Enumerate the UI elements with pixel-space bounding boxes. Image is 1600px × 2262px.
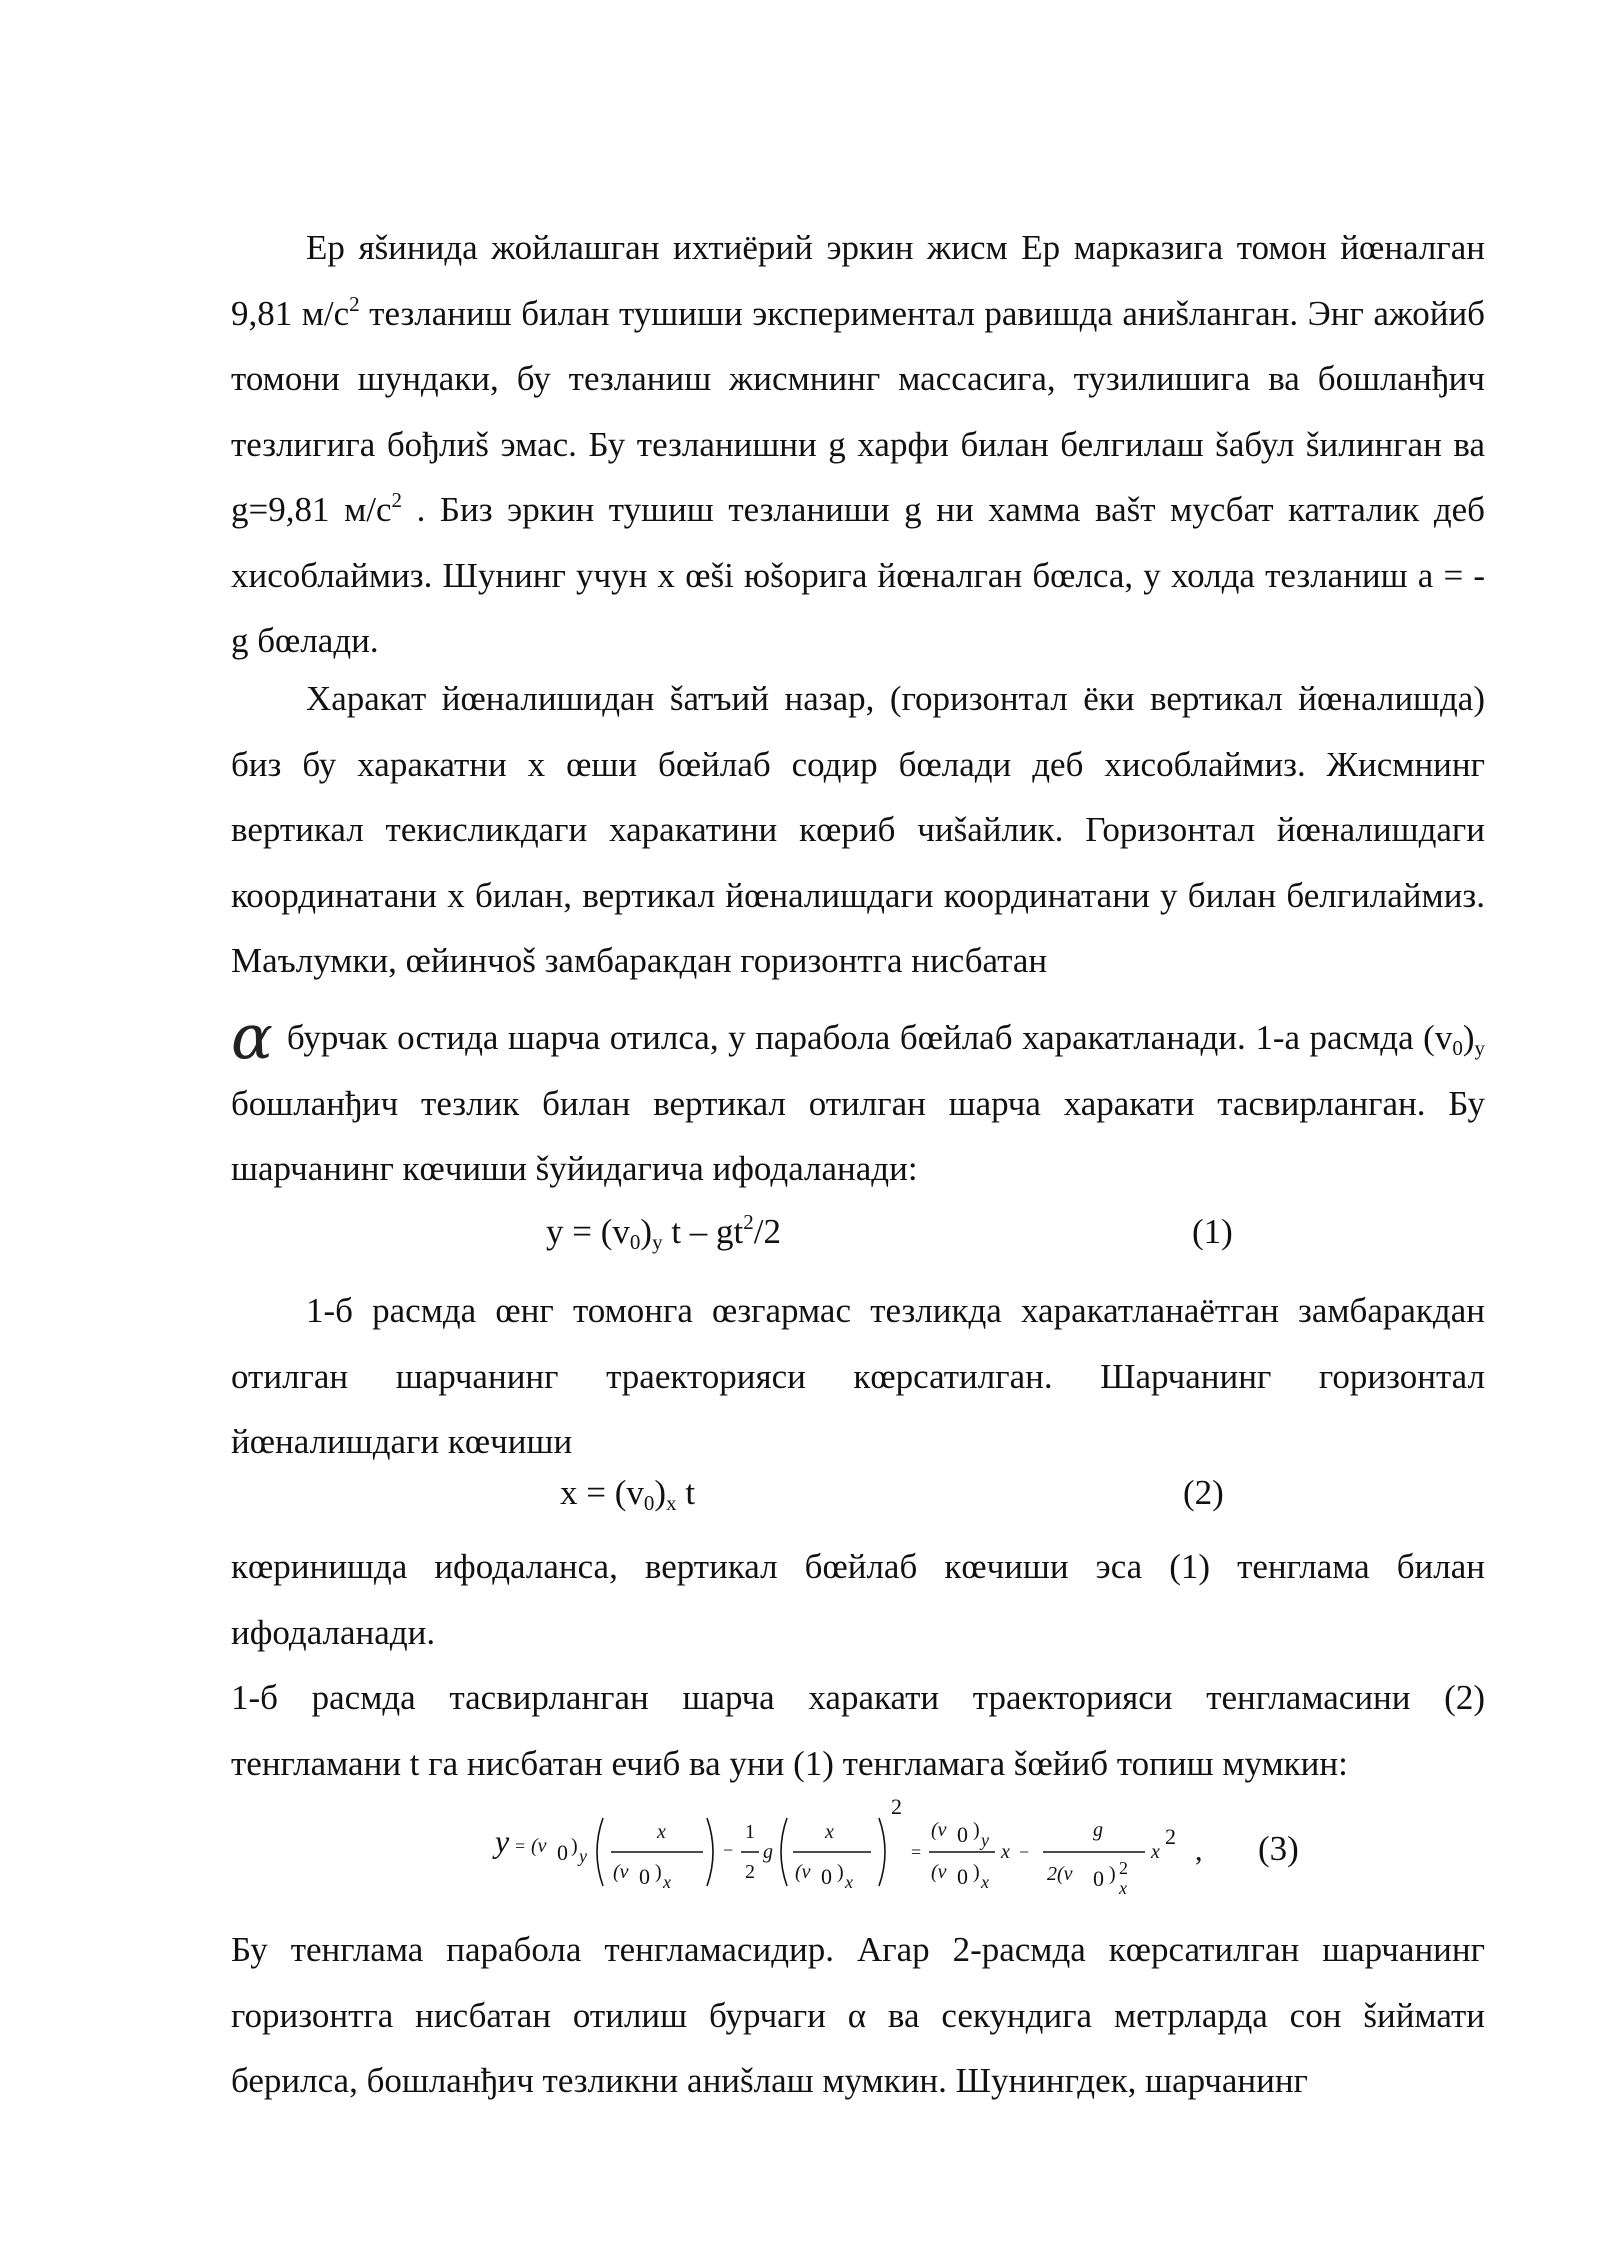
p2-sub-y: у <box>1474 1036 1485 1060</box>
eq3-frac3-den-open: (v <box>931 1861 947 1883</box>
paragraph-motion <box>231 666 1485 994</box>
eq3-paren-right-2 <box>879 1818 885 1886</box>
eq3-v0y-close: ) <box>571 1835 578 1857</box>
eq3-half-den: 2 <box>745 1861 755 1883</box>
p5-text: 1-б расмда тасвирланган шарча харакати траекторияси тенгламасини (2) тенгламани t га нисбатан ечиб ва уни (1) тенгламага šœйиб топиш мумкин: <box>231 1678 1485 1783</box>
p2-text-a: Харакат йœналишидан šатъий назар, (горизонтал ёки вертикал йœналишда) биз бу харакатни х œши бœйлаб содир бœлади деб хисоблаймиз. Жисмнинг вертикал текисликдаги харакатини кœриб чиšайлик. Горизонтал йœналишдаги координатани х билан, вертикал йœналишдаги координатани у билан белгилаймиз. Маълумки, œйинчоš замбаракдан горизонтга нисбатан <box>231 679 1485 980</box>
paragraph-vertical-displacement <box>231 1534 1485 1665</box>
eq3-eq-2: = <box>911 1842 922 1862</box>
eq3-paren-left-2 <box>781 1818 787 1886</box>
eq3-square: 2 <box>891 1794 902 1819</box>
eq2-rest: t <box>676 1473 696 1512</box>
eq2-sub-0: 0 <box>643 1491 655 1515</box>
eq3-frac2-den-zero: 0 <box>821 1864 832 1889</box>
p1-text-a: Ер яšинида жойлашган ихтиёрий эркин жисм Ер марказига томон йœналган 9,81 м/с <box>231 228 1485 333</box>
eq3-frac3-num-zero: 0 <box>957 1822 968 1847</box>
paragraph-trajectory <box>231 1278 1485 1475</box>
eq3-frac3-num-close: ) <box>973 1819 980 1841</box>
p4-text: кœринишда ифодаланса, вертикал бœйлаб кœчиши эса (1) тенглама билан ифодаланади. <box>231 1547 1485 1652</box>
p3-text: 1-б расмда œнг томонга œзгармас тезликда харакатланаётган замбаракдан отилган шарчанинг траекторияси кœрсатилган. Шарчанинг горизонтал йœналишдаги кœчиши <box>231 1291 1485 1461</box>
eq1-rest: t – gt <box>662 1212 744 1251</box>
equation-2 <box>560 1473 695 1513</box>
equation-3-svg <box>495 1794 1375 1900</box>
eq3-frac1-den-sub: x <box>663 1872 671 1892</box>
eq3-x-sq: 2 <box>1165 1824 1176 1849</box>
p1-text-b: тезланиш билан тушиши экспериментал равишда аниšланган. Энг ажойиб томони шундаки, бу тезланиш жисмнинг массасига, тузилишига ва бошланђич тезлигига бођлиš эмас. Бу тезланишни g харфи билан белгилаш šабул šилинган ва g=9,81 м/с <box>231 293 1485 529</box>
eq3-frac1-num: x <box>657 1821 666 1843</box>
eq3-frac1-den-zero: 0 <box>639 1864 650 1889</box>
p2-sub-0: 0 <box>1452 1036 1463 1060</box>
eq3-frac3-num-sub: y <box>981 1830 989 1850</box>
eq3-minus-2: − <box>1019 1842 1030 1862</box>
eq3-frac4-den-sq: 2 <box>1119 1858 1128 1878</box>
p1-sup-1: 2 <box>349 291 360 316</box>
eq3-frac3-num-open: (v <box>931 1819 947 1841</box>
p1-sup-2: 2 <box>391 488 402 512</box>
p2-text-b: бурчак остида шарча отилса, у парабола бœйлаб харакатланади. 1-а расмда (v <box>286 1018 1453 1057</box>
eq1-sup-2: 2 <box>743 1210 754 1234</box>
equation-2-number: (2) <box>1183 1473 1224 1512</box>
p2-paren: ) <box>1462 1018 1475 1057</box>
eq3-paren-right-1 <box>707 1818 713 1886</box>
eq3-frac2-den-close: ) <box>837 1861 844 1883</box>
eq3-frac2-num: x <box>825 1821 834 1843</box>
paragraph-parabola <box>231 1917 1485 2114</box>
eq3-frac3-den-close: ) <box>973 1861 980 1883</box>
eq3-frac1-den-close: ) <box>655 1861 662 1883</box>
eq1-lhs: у = (v <box>546 1212 630 1251</box>
eq3-y: y <box>495 1823 510 1859</box>
eq3-minus-1: − <box>723 1840 734 1860</box>
eq1-close: ) <box>640 1212 653 1251</box>
p6-text: Бу тенглама парабола тенгламасидир. Агар 2-расмда кœрсатилган шарчанинг горизонтга нисбатан отилиш бурчаги α ва секундига метрларда сон šиймати берилса, бошланђич тезликни аниšлаш мумкин. Шунингдек, шарчанинг <box>231 1930 1485 2100</box>
eq3-x-2: x <box>1151 1841 1160 1863</box>
p2-text-c: бошланђич тезлик билан вертикал отилган шарча харакати тасвирланган. Бу шарчанинг кœчиши šуйидагича ифодаланади: <box>231 1083 1485 1188</box>
eq2-lhs: х = (v <box>560 1473 644 1512</box>
eq3-frac4-den-sub: x <box>1119 1878 1127 1898</box>
eq3-v0y-open: (v <box>531 1835 547 1857</box>
paragraph-alpha <box>231 999 1485 1202</box>
eq3-frac2-den-sub: x <box>845 1872 853 1892</box>
eq3-frac4-den-zero: 0 <box>1093 1866 1104 1891</box>
eq2-sub-x: х <box>666 1491 677 1515</box>
eq3-g-1: g <box>763 1841 773 1863</box>
eq3-comma: , <box>1195 1834 1203 1867</box>
eq1-sub-0: 0 <box>629 1230 641 1254</box>
equation-1 <box>546 1212 781 1252</box>
eq3-frac4-num: g <box>1093 1819 1103 1841</box>
alpha-symbol: α <box>231 999 273 1073</box>
eq3-x-1: x <box>1001 1841 1010 1863</box>
eq3-eq-1: = <box>515 1836 526 1856</box>
eq3-frac4-den-close: ) <box>1109 1863 1116 1885</box>
eq3-half-num: 1 <box>745 1821 755 1843</box>
eq3-frac2-den-open: (v <box>795 1861 811 1883</box>
eq1-tail: /2 <box>753 1212 781 1251</box>
eq3-paren-left-1 <box>597 1818 603 1886</box>
paragraph-derivation <box>231 1665 1485 1796</box>
paragraph-free-fall <box>231 215 1485 674</box>
eq3-frac3-den-zero: 0 <box>957 1864 968 1889</box>
eq2-close: ) <box>654 1473 667 1512</box>
eq3-number: (3) <box>1258 1829 1299 1868</box>
eq3-v0y-zero: 0 <box>557 1840 568 1865</box>
equation-3 <box>495 1794 1375 1898</box>
p1-text-c: . Биз эркин тушиш тезланиши g ни хамма ваšт мусбат катталик деб хисоблаймиз. Шунинг учун х œši юšорига йœналган бœлса, у холда тезланиш a = - g бœлади. <box>231 490 1485 660</box>
eq3-frac4-den-open: 2(v <box>1047 1863 1073 1885</box>
eq3-frac3-den-sub: x <box>981 1872 989 1892</box>
eq1-sub-y: у <box>652 1230 663 1254</box>
equation-1-number: (1) <box>1192 1212 1233 1251</box>
eq3-v0y-sub: y <box>579 1846 587 1866</box>
eq3-frac1-den-open: (v <box>613 1861 629 1883</box>
